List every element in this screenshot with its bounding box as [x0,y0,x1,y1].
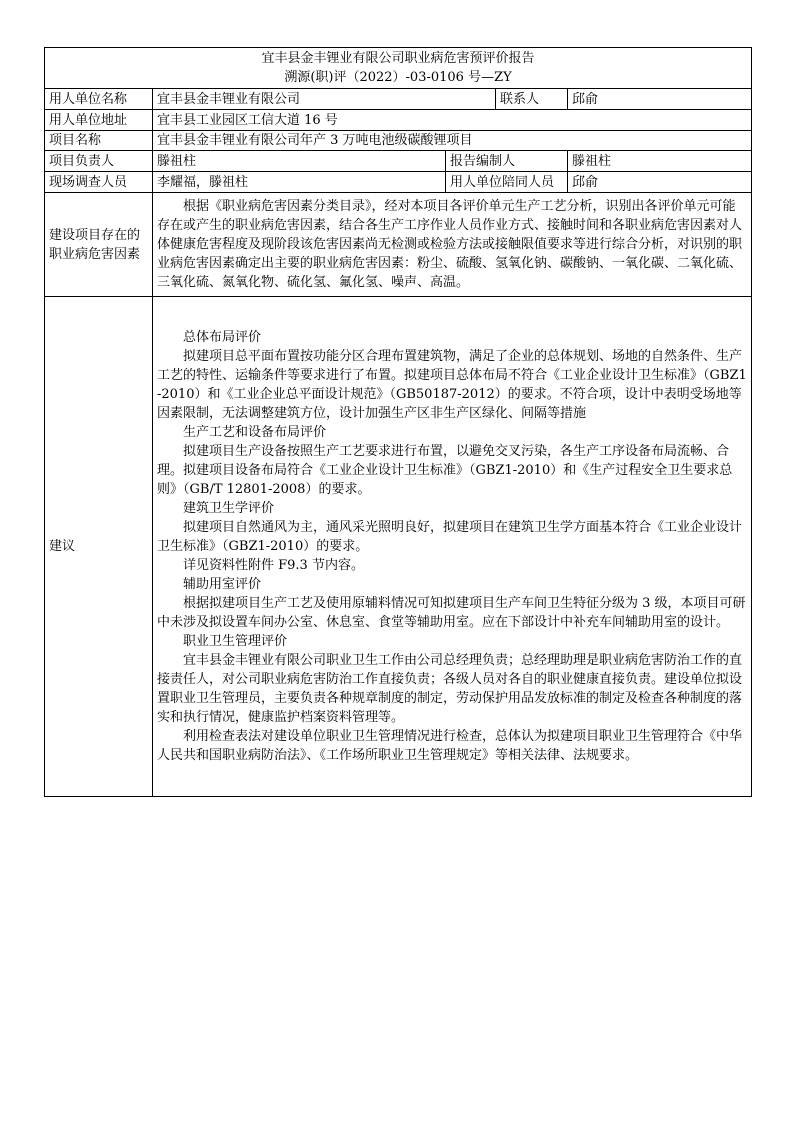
hazards-text: 根据《职业病危害因素分类目录》，经对本项目各评价单元生产工艺分析，识别出各评价单元可能存在或产生的职业病危害因素，结合各生产工序作业人员作业方式、接触时间和各职业病危害因素对人体健康危害程度及现阶段该危害因素尚无检测或检验方法或接触限值要求等进行综合分析，对识别的职业病危害因素确定出主要的职业病危害因素：粉尘、硫酸、氢氧化钠、碳酸钠、一氧化碳、二氧化硫、三氧化硫、氮氧化物、硫化氢、氟化氢、噪声、高温。 [157,199,743,290]
project-label: 项目名称 [45,131,153,151]
escort-value: 邱俞 [568,172,752,193]
advice-paragraph: 详见资料性附件 F9.3 节内容。 [183,558,364,573]
hazards-label: 建设项目存在的职业病危害因素 [45,193,153,297]
project-value: 宜丰县金丰锂业有限公司年产 3 万吨电池级碳酸锂项目 [153,131,752,151]
leader-value: 滕祖柱 [153,151,446,172]
advice-heading: 总体布局评价 [183,330,262,345]
hazards-cell [153,193,752,297]
advice-paragraph: 拟建项目生产设备按照生产工艺要求进行布置，以避免交叉污染，各生产工序设备布局流畅、合理。拟建项目设备布局符合《工业企业设计卫生标准》（GBZ1-2010）和《生产过程安全卫生要求总则》（GB/T 12801-2008）的要求。 [157,444,733,497]
address-label: 用人单位地址 [45,110,153,131]
advice-heading: 职业卫生管理评价 [183,634,288,649]
advice-label: 建议 [45,297,153,797]
advice-heading: 辅助用室评价 [183,577,262,592]
address-value: 宜丰县工业园区工信大道 16 号 [153,110,752,131]
contact-value: 邱俞 [568,89,752,110]
contact-label: 联系人 [496,89,568,110]
client-label: 用人单位名称 [45,89,153,110]
escort-label: 用人单位陪同人员 [446,172,568,193]
author-label: 报告编制人 [446,151,568,172]
survey-label: 现场调查人员 [45,172,153,193]
advice-paragraph: 拟建项目自然通风为主，通风采光照明良好，拟建项目在建筑卫生学方面基本符合《工业企业设计卫生标准》（GBZ1-2010）的要求。 [157,520,743,554]
advice-paragraph: 宜丰县金丰锂业有限公司职业卫生工作由公司总经理负责；总经理助理是职业病危害防治工作的直接责任人，对公司职业病危害防治工作直接负责；各级人员对各自的职业健康直接负责。建设单位拟设置职业卫生管理员，主要负责各种规章制度的制定，劳动保护用品发放标准的制定及检查各种制度的落实和执行情况，健康监护档案资料管理等。 [157,653,743,725]
author-value: 滕祖柱 [568,151,752,172]
survey-value: 李耀福，滕祖柱 [153,172,446,193]
leader-label: 项目负责人 [45,151,153,172]
advice-paragraph: 拟建项目总平面布置按功能分区合理布置建筑物，满足了企业的总体规划、场地的自然条件、生产工艺的特性、运输条件等要求进行了布置。拟建项目总体布局不符合《工业企业设计卫生标准》（GBZ1-2010）和《工业企业总平面设计规范》（GB50187-2012）的要求。不符合项，设计中表明受场地等因素限制，无法调整建筑方位，设计加强生产区非生产区绿化、间隔等措施 [157,349,747,421]
report-number: 溯源(职)评（2022）-03-0106 号—ZY [284,70,512,85]
report-header [45,48,752,89]
advice-paragraph: 利用检查表法对建设单位职业卫生管理情况进行检查，总体认为拟建项目职业卫生管理符合《中华人民共和国职业病防治法》、《工作场所职业卫生管理规定》等相关法律、法规要求。 [157,729,743,763]
report-table [44,47,752,797]
client-value: 宜丰县金丰锂业有限公司 [153,89,496,110]
report-title: 宜丰县金丰锂业有限公司职业病危害预评价报告 [261,51,535,66]
advice-heading: 生产工艺和设备布局评价 [183,425,327,440]
advice-cell [153,297,752,797]
advice-paragraph: 根据拟建项目生产工艺及使用原辅料情况可知拟建项目生产车间卫生特征分级为 3 级，本项目可研中未涉及拟设置车间办公室、休息室、食堂等辅助用室。应在下部设计中补充车间辅助用室的设计。 [157,596,746,630]
advice-heading: 建筑卫生学评价 [183,501,275,516]
